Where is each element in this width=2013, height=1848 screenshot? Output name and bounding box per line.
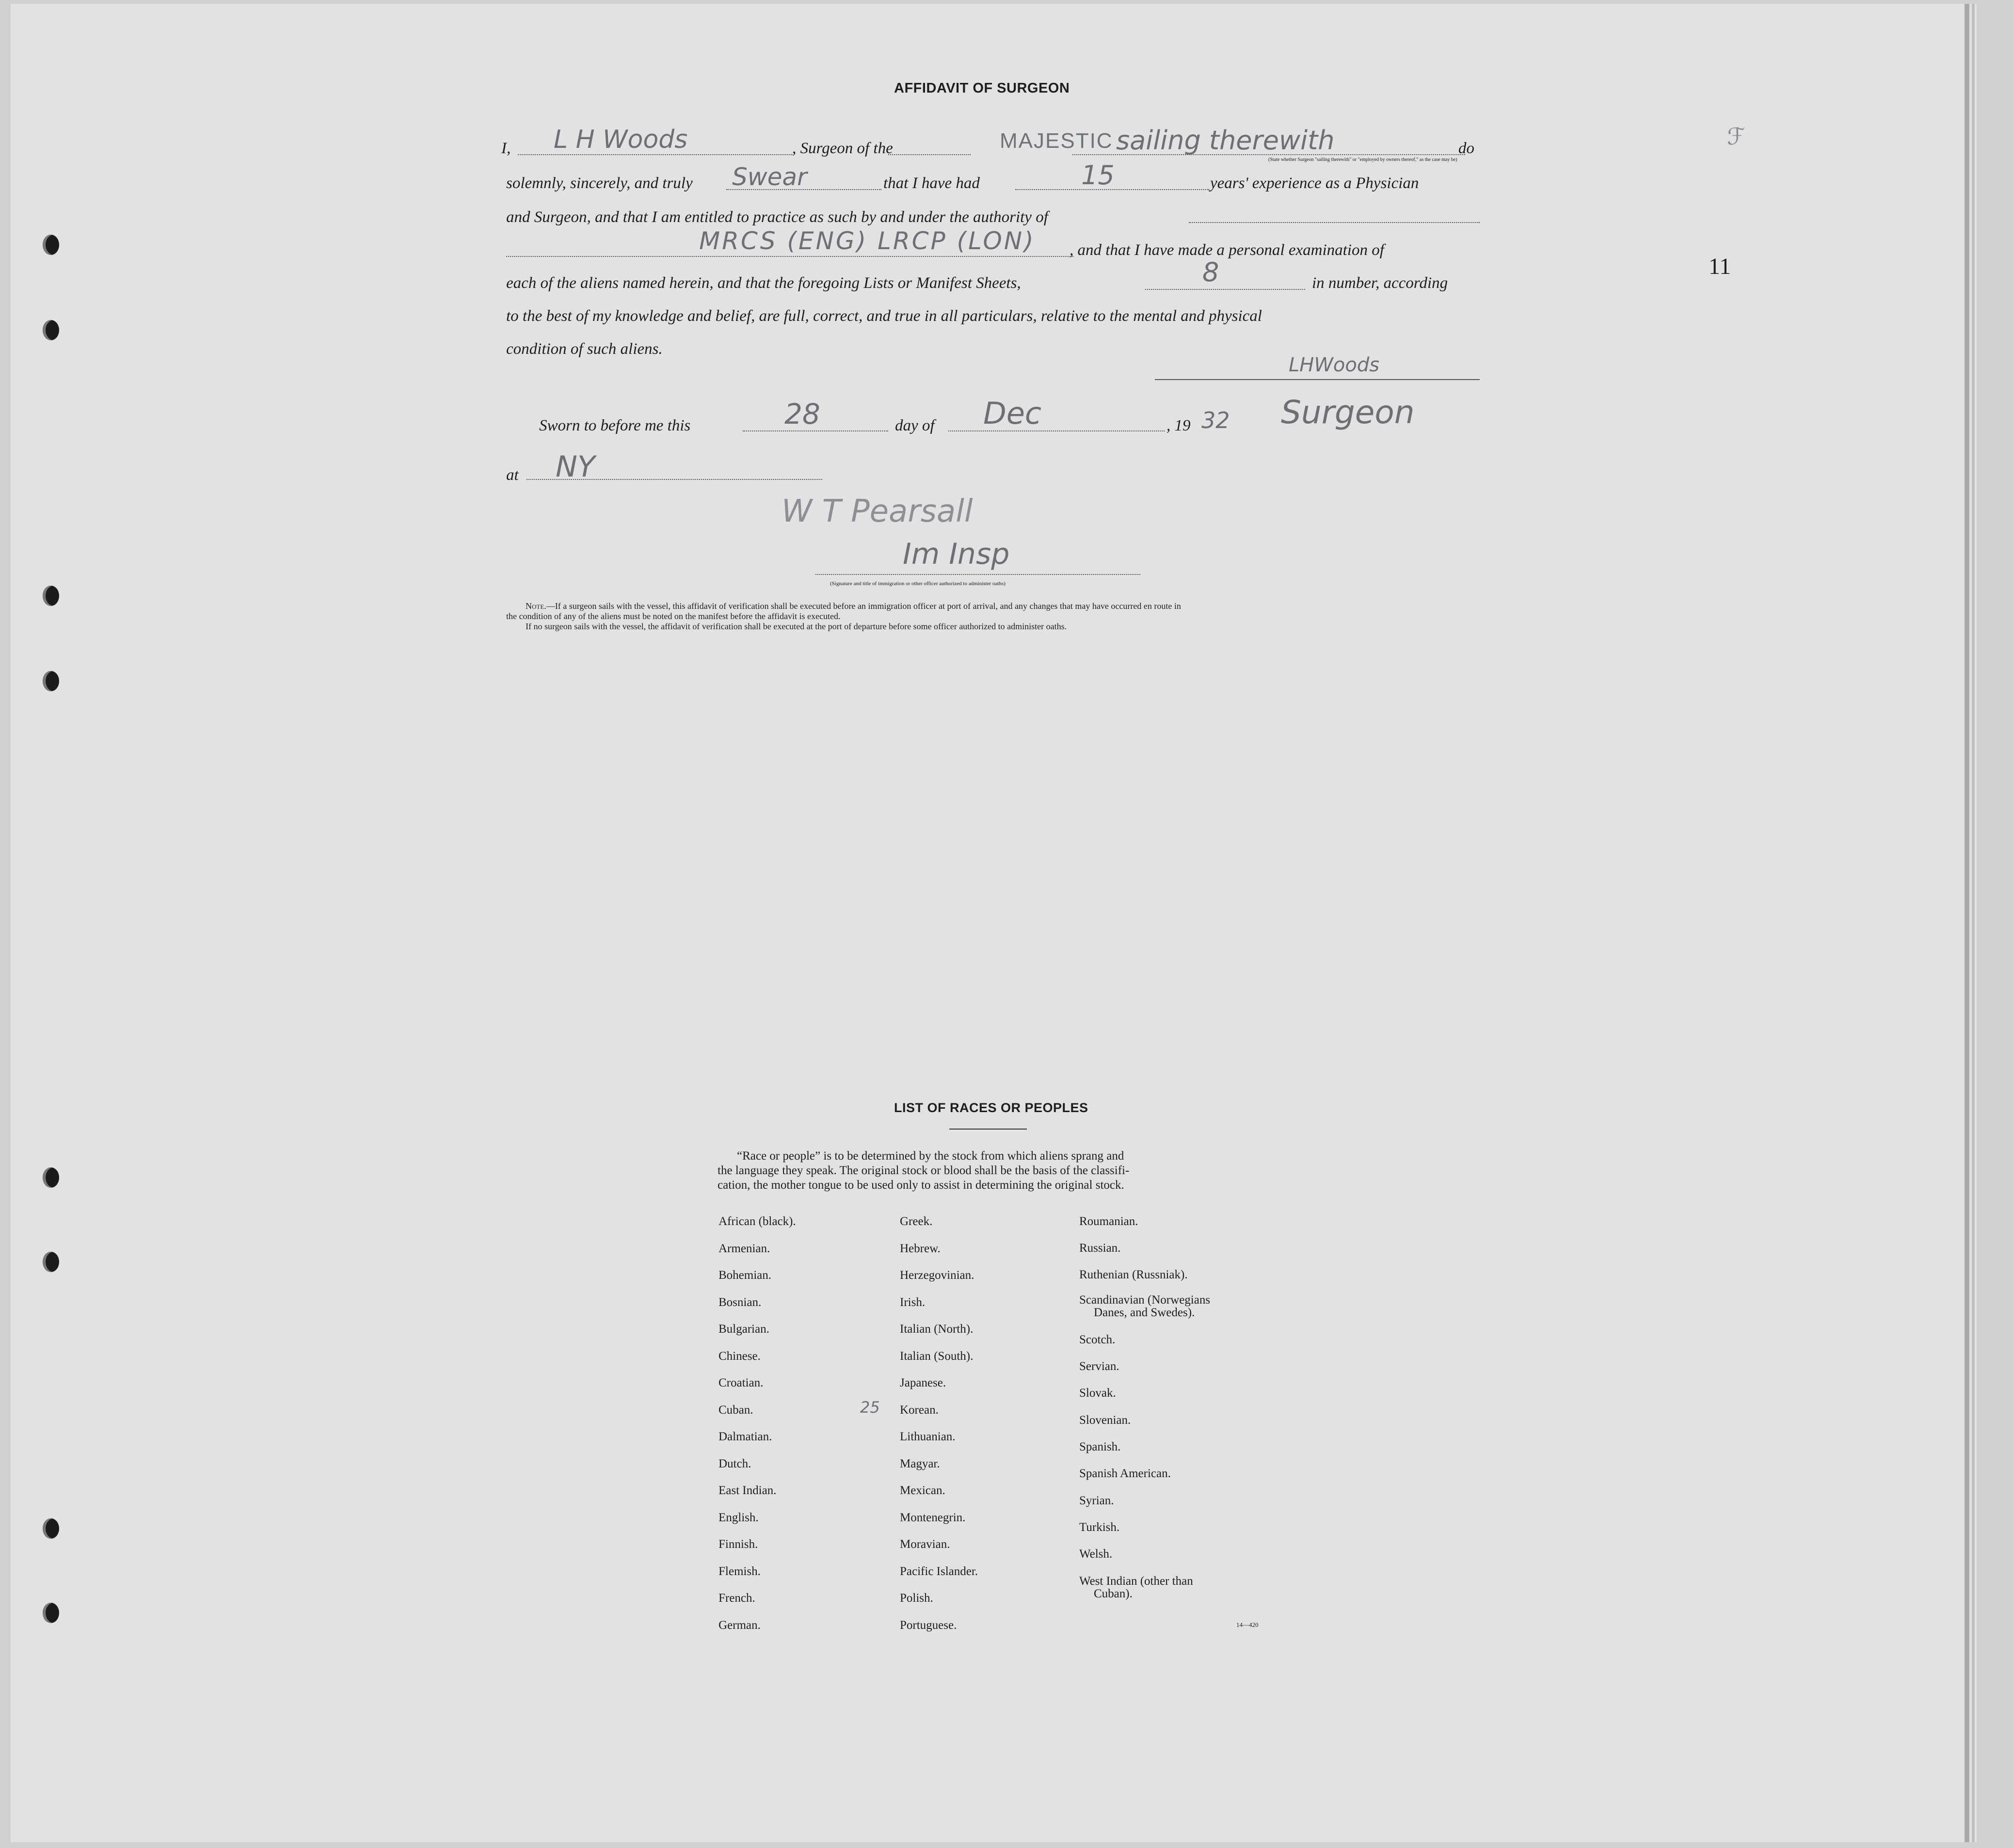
affidavit-line1-surgeon-of: , Surgeon of the bbox=[792, 140, 893, 157]
race-item: German. bbox=[719, 1618, 761, 1632]
surgeon-name-handwriting: L H Woods bbox=[554, 125, 688, 154]
race-item: Hebrew. bbox=[900, 1242, 941, 1255]
race-item: Scotch. bbox=[1079, 1333, 1116, 1346]
race-item: Finnish. bbox=[719, 1538, 758, 1551]
oath-handwriting: Swear bbox=[732, 163, 807, 191]
race-item: Irish. bbox=[900, 1295, 926, 1309]
affidavit-line2-prefix: solemnly, sincerely, and truly bbox=[506, 175, 693, 192]
race-item: Greek. bbox=[900, 1215, 933, 1228]
month-line bbox=[948, 430, 1165, 431]
sheets-handwriting: 8 bbox=[1202, 257, 1219, 287]
day-line bbox=[743, 430, 888, 431]
race-item: Croatian. bbox=[719, 1376, 764, 1389]
race-item: Portuguese. bbox=[900, 1618, 957, 1632]
binder-hole bbox=[43, 320, 59, 340]
affidavit-line6: to the best of my knowledge and belief, are full, correct, and true in all particulars, relative to the mental and physical bbox=[506, 307, 1262, 325]
at-label: at bbox=[506, 466, 519, 484]
years-handwriting: 15 bbox=[1081, 160, 1115, 191]
note-text-3: If no surgeon sails with the vessel, the affidavit of verification shall be executed at the port of departure before some officer authorized to administer oaths. bbox=[526, 621, 1067, 631]
race-item: Bohemian. bbox=[719, 1269, 772, 1282]
race-item: Montenegrin. bbox=[900, 1511, 966, 1524]
authority-line-b bbox=[506, 256, 1073, 257]
surgeon-signature: LHWoods bbox=[1289, 354, 1380, 376]
affidavit-line3: and Surgeon, and that I am entitled to practice as such by and under the authority of bbox=[506, 208, 1048, 226]
authority-handwriting: MRCS (ENG) LRCP (LON) bbox=[699, 227, 1036, 255]
race-item: Italian (South). bbox=[900, 1349, 974, 1363]
officer-line bbox=[815, 574, 1140, 575]
binder-hole bbox=[43, 671, 59, 691]
note-paragraph bbox=[506, 601, 1181, 632]
binder-hole bbox=[43, 1518, 59, 1539]
ship-stamp: MAJESTIC bbox=[1000, 129, 1113, 153]
race-item: Servian. bbox=[1079, 1360, 1119, 1373]
authority-line-a bbox=[1189, 222, 1480, 223]
race-item: Danes, and Swedes). bbox=[1094, 1306, 1195, 1319]
status-handwriting: sailing therewith bbox=[1116, 125, 1335, 156]
races-intro-line: “Race or people” is to be determined by the stock from which aliens sprang and bbox=[737, 1149, 1124, 1163]
signature-line bbox=[1155, 379, 1480, 380]
race-item: West Indian (other than bbox=[1079, 1575, 1193, 1588]
races-intro bbox=[718, 1149, 1129, 1193]
race-item: Turkish. bbox=[1079, 1521, 1120, 1534]
document-page bbox=[11, 4, 1977, 1842]
race-item: Cuban). bbox=[1094, 1587, 1133, 1600]
races-title: LIST OF RACES OR PEOPLES bbox=[894, 1100, 1088, 1115]
sworn-year-prefix: , 19 bbox=[1166, 417, 1191, 434]
affidavit-line5-suffix: in number, according bbox=[1312, 274, 1448, 292]
binder-hole bbox=[43, 235, 59, 255]
race-item: Welsh. bbox=[1079, 1547, 1113, 1561]
officer-caption: (Signature and title of immigration or other officer authorized to administer oaths) bbox=[830, 581, 1006, 587]
race-item: African (black). bbox=[719, 1215, 796, 1228]
race-item: Ruthenian (Russniak). bbox=[1079, 1268, 1188, 1281]
status-instruction: (State whether Surgeon "sailing therewith" or "employed by owners thereof," as the case may be) bbox=[1268, 157, 1457, 162]
affidavit-line2-suffix: years' experience as a Physician bbox=[1210, 175, 1419, 192]
surgeon-name-line bbox=[518, 154, 792, 155]
binder-hole bbox=[43, 1252, 59, 1272]
surgeon-title-handwriting: Surgeon bbox=[1281, 394, 1415, 431]
sworn-prefix: Sworn to before me this bbox=[539, 417, 691, 434]
note-lead: Note. bbox=[526, 601, 546, 611]
ship-line bbox=[888, 154, 971, 155]
race-item: Bosnian. bbox=[719, 1295, 762, 1309]
race-item: Russian. bbox=[1079, 1242, 1121, 1255]
races-intro-line: the language they speak. The original stock or blood shall be the basis of the classifi- bbox=[718, 1164, 1130, 1177]
race-item: Spanish American. bbox=[1079, 1467, 1171, 1480]
affidavit-line2-mid: that I have had bbox=[883, 175, 980, 192]
race-item: Korean. bbox=[900, 1403, 939, 1417]
race-item: Polish. bbox=[900, 1592, 933, 1605]
binder-hole bbox=[43, 1603, 59, 1623]
officer-title: Im Insp bbox=[903, 537, 1010, 571]
affidavit-line4-suffix: , and that I have made a personal examination of bbox=[1070, 241, 1384, 259]
race-item: French. bbox=[719, 1592, 755, 1605]
race-item: Syrian. bbox=[1079, 1494, 1114, 1507]
race-item: Magyar. bbox=[900, 1457, 940, 1470]
affidavit-line1-do: do bbox=[1458, 140, 1474, 157]
races-intro-line: cation, the mother tongue to be used only to assist in determining the original stock. bbox=[718, 1179, 1124, 1192]
page-number: 11 bbox=[1709, 254, 1731, 279]
page-edge bbox=[1972, 4, 1975, 1842]
binder-hole bbox=[43, 586, 59, 606]
race-item: Pacific Islander. bbox=[900, 1564, 978, 1578]
sheets-line bbox=[1145, 289, 1305, 290]
month-handwriting: Dec bbox=[983, 396, 1041, 431]
race-item: Flemish. bbox=[719, 1564, 761, 1578]
corner-mark: ℱ bbox=[1727, 124, 1745, 150]
race-item: Dalmatian. bbox=[719, 1430, 772, 1443]
sworn-day-of: day of bbox=[895, 417, 935, 434]
race-item: Roumanian. bbox=[1079, 1215, 1138, 1228]
year-handwriting: 32 bbox=[1201, 407, 1230, 433]
race-item: Bulgarian. bbox=[719, 1322, 769, 1336]
race-item: Dutch. bbox=[719, 1457, 751, 1470]
note-text-2: the condition of any of the aliens must be noted on the manifest before the affidavit is executed. bbox=[506, 611, 841, 621]
note-text-1: —If a surgeon sails with the vessel, this affidavit of verification shall be executed before an immigration officer at port of arrival, and any changes that may have occurred en route in bbox=[546, 601, 1181, 611]
race-item: Japanese. bbox=[900, 1376, 946, 1389]
affidavit-line7: condition of such aliens. bbox=[506, 340, 663, 358]
race-item: Cuban. bbox=[719, 1403, 753, 1417]
binder-hole bbox=[43, 1167, 59, 1188]
race-item: Chinese. bbox=[719, 1349, 761, 1363]
races-title-rule bbox=[949, 1129, 1027, 1130]
race-item: Spanish. bbox=[1079, 1440, 1121, 1453]
race-item: Herzegovinian. bbox=[900, 1269, 975, 1282]
race-item: Mexican. bbox=[900, 1484, 945, 1497]
affidavit-line5-prefix: each of the aliens named herein, and that the foregoing Lists or Manifest Sheets, bbox=[506, 274, 1021, 292]
affidavit-title: AFFIDAVIT OF SURGEON bbox=[894, 80, 1070, 96]
page-edge bbox=[1965, 4, 1969, 1842]
race-item: Armenian. bbox=[719, 1242, 770, 1255]
races-margin-note: 25 bbox=[860, 1398, 880, 1417]
race-item: Slovenian. bbox=[1079, 1414, 1131, 1427]
form-number: 14—420 bbox=[1236, 1621, 1259, 1628]
race-item: Lithuanian. bbox=[900, 1430, 956, 1443]
affidavit-line1-i: I, bbox=[501, 140, 511, 157]
race-item: Moravian. bbox=[900, 1538, 950, 1551]
place-handwriting: NY bbox=[556, 450, 595, 484]
race-item: Italian (North). bbox=[900, 1322, 974, 1336]
race-item: English. bbox=[719, 1511, 759, 1524]
officer-signature: W T Pearsall bbox=[782, 494, 973, 529]
race-item: Scandinavian (Norwegians bbox=[1079, 1293, 1211, 1306]
race-item: East Indian. bbox=[719, 1484, 777, 1497]
day-handwriting: 28 bbox=[784, 398, 820, 430]
race-item: Slovak. bbox=[1079, 1386, 1116, 1400]
